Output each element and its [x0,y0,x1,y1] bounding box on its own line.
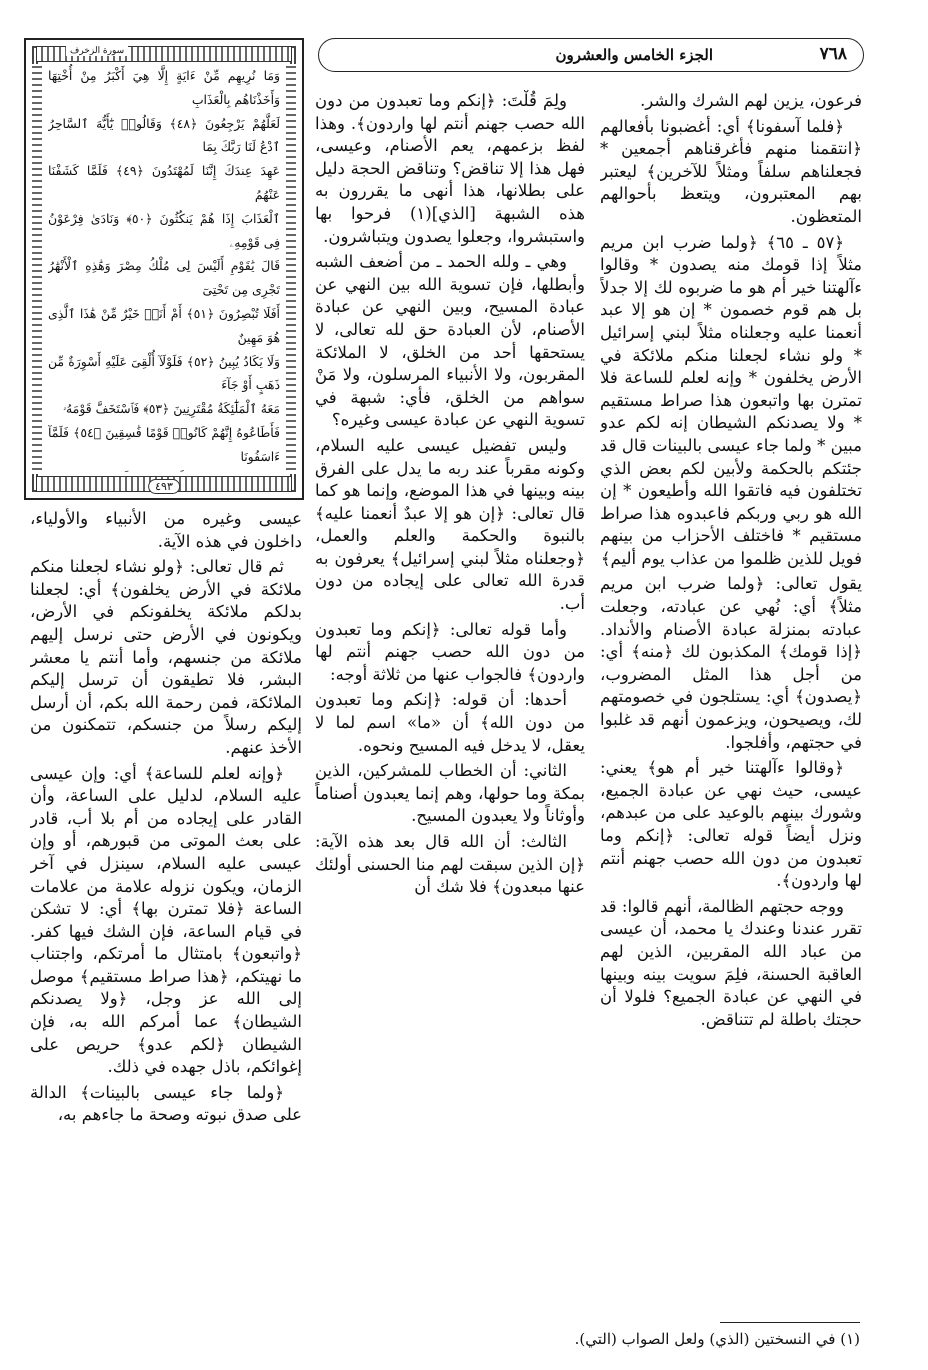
paragraph: ولِمَ قُلْتَ: ﴿إنكم وما تعبدون من دون الله حصب جهنم أنتم لها واردون﴾. وهذا لفظ بزعمهم، يعم الأصنام، وعيسى، فهل هذا إلا تناقض؟ وتناقض الحجة دليل على بطلانها، هذا أنهى ما يقررون به هذه الشبهة [الذي](١) فرحوا بها واستبشروا، وجعلوا يصدون ويتباشرون. [315,91,585,246]
mushaf-page-number: ٤٩٣ [148,479,180,494]
paragraph: ووجه حجتهم الظالمة، أنهم قالوا: قد تقرر عندنا وعندك يا محمد، أن عيسى من عباد الله المقربين، الذين لهم العاقبة الحسنة، فلِمَ سويت بينه وبينها في النهي عن عبادة الجميع؟ فلولا أن حجتك باطلة لم تتناقض. [600,896,862,1029]
verse-line: عَهِدَ عِندَكَ إِنَّنَا لَمُهْتَدُونَ ﴿٤٩﴾ فَلَمَّا كَشَفْنَا عَنْهُمُ [48,163,280,202]
paragraph: ﴿٥٧ ـ ٦٥﴾ ﴿ولما ضرب ابن مريم مثلاً إذا قومك منه يصدون * وقالوا ءآلهتنا خير أم هو ما ضربوه لك إلا جدلاً بل هم قوم خصمون * إن هو إلا عبد أنعمنا عليه وجعلناه مثلاً لبني إسرائيل * ولو نشاء لجعلنا منكم ملائكة في الأرض يخلفون * وإنه لعلم للساعة فلا تمترن بها واتبعون هذا صراط مستقيم * ولا يصدنكم الشيطان إنه لكم عدو مبين * ولما جاء عيسى بالبينات قال قد جئتكم بالحكمة ولأبين لكم بعض الذي تختلفون فيه فاتقوا الله وأطيعون * إن الله هو ربي وربكم فاعبدوه هذا صراط مستقيم * فاختلف الأحزاب من بينهم فويل للذين ظلموا من عذاب يوم أليم﴾ [600,232,862,568]
verse-line [48,469,280,472]
page-number: ٧٦٨ [819,44,847,64]
quran-verses [48,64,280,472]
verse-line: مَعَهُ ٱلْمَلَٰٓئِكَةُ مُقْتَرِنِينَ ﴿٥٣﴾ فَٱسْتَخَفَّ قَوْمَهُۥ [62,401,280,417]
paragraph: الثاني: أن الخطاب للمشركين، الذين بمكة وما حولها، وهم إنما يعبدون أصناماً وأوثاناً ولا يعبدون المسيح. [315,761,585,826]
footnote: (١) في النسختين (الذي) ولعل الصواب (التي). [574,1330,860,1348]
verse-line: وَلَا يَكَادُ يُبِينُ ﴿٥٢﴾ فَلَوْلَآ أُلْقِىَ عَلَيْهِ أَسْوِرَةٌ مِّن ذَهَبٍ أَوْ جَآءَ [48,353,280,393]
paragraph: يقول تعالى: ﴿ولما ضرب ابن مريم مثلاً﴾ أي: نُهي عن عبادته، وجعلت عبادته بمنزلة عبادة الأصنام والأنداد. ﴿إذا قومك﴾ المكذبون لك ﴿منه﴾ أي: من أجل هذا المثل المضروب، ﴿يصدون﴾ أي: يستلجون في خصومتهم لك، ويصيحون، ويزعمون أنهم قد غلبوا في حجتهم، وأفلجوا. [600,574,862,752]
paragraph: ﴿وقالوا ءآلهتنا خير أم هو﴾ يعني: عيسى، حيث نهي عن عبادة الجميع، وشورك بينهم بالوعيد على من عبدهم، ونزل أيضاً قوله تعالى: ﴿إنكم وما تعبدون من دون الله حصب جهنم أنتم لها واردون﴾. [600,758,862,891]
footnote-divider [720,1322,860,1323]
paragraph: أحدها: أن قوله: ﴿إنكم وما تعبدون من دون الله﴾ أن «ما» اسم لما لا يعقل، لا يدخل فيه المسيح ونحوه. [315,690,585,755]
ornament-band-right [286,64,296,474]
paragraph: عيسى وغيره من الأنبياء والأولياء، داخلون في هذه الآية. [30,509,302,551]
paragraph: وهي ـ ولله الحمد ـ من أضعف الشبه وأبطلها، فإن تسوية الله بين النهي عن عبادة المسيح، وبين النهي عن عبادة الأصنام، لأن العبادة حق لله تعالى، لا يستحقها أحد من الخلق، لا الملائكة المقربون، ولا الأنبياء المرسلون، ولا مَنْ سواهم من الخلق، فأي: شبهة في تسوية النهي عن عبادة عيسى وغيره؟ [315,252,585,430]
verse-line: وَمَا نُرِيهِم مِّنْ ءَايَةٍ إِلَّا هِيَ أَكْبَرُ مِنْ أُخْتِهَا وَأَخَذْنَاهُم بِالْعَذَابِ [48,68,280,107]
page-header [318,38,864,72]
verse-line: أَفَلَا تُبْصِرُونَ ﴿٥١﴾ أَمْ أَنَا۠ خَيْرٌ مِّنْ هَٰذَا ٱلَّذِى هُوَ مَهِينٌ [48,305,280,345]
text-column-left [30,508,302,1343]
juz-title: الجزء الخامس والعشرون [555,46,713,64]
quran-text-box [24,38,304,500]
verse-line: فَأَطَاعُوهُ إِنَّهُمْ كَانُوا۟ قَوْمًا فَٰسِقِينَ ﴿٥٤﴾ فَلَمَّآ ءَاسَفُونَا [48,424,280,464]
paragraph: ثم قال تعالى: ﴿ولو نشاء لجعلنا منكم ملائكة في الأرض يخلفون﴾ أي: لجعلنا بدلكم ملائكة يخلفونكم في الأرض، ويكونون في الأرض حتى نرسل إليهم ملائكة من جنسهم، وأما أنتم يا معشر البشر، فلا تطيقون أن ترسل إليكم الملائكة، فمن رحمة الله بكم، أن أرسل إليكم رسلاً من جنسكم، تتمكنون من الأخذ عنهم. [30,557,302,757]
paragraph: فرعون، يزين لهم الشرك والشر. [640,91,862,110]
paragraph: الثالث: أن الله قال بعد هذه الآية: ﴿إن الذين سبقت لهم منا الحسنى أولئك عنها مبعدون﴾ فلا شك أن [315,832,585,897]
paragraph: وأما قوله تعالى: ﴿إنكم وما تعبدون من دون الله حصب جهنم أنتم لها واردون﴾ فالجواب عنها من ثلاثة أوجه: [315,619,585,684]
text-column-right [600,90,862,1240]
surah-label: سورة الزخرف [66,46,128,56]
verse-line: ٱلْعَذَابَ إِذَا هُمْ يَنكُثُونَ ﴿٥٠﴾ وَنَادَىٰ فِرْعَوْنُ فِى قَوْمِهِۦ [48,210,280,250]
paragraph: ﴿ولما جاء عيسى بالبينات﴾ الدالة على صدق نبوته وصحة ما جاءهم به، [30,1082,302,1125]
verse-line: قَالَ يَٰقَوْمِ أَلَيْسَ لِى مُلْكُ مِصْرَ وَهَٰذِهِ ٱلْأَنْهَٰرُ تَجْرِى مِن تَحْتِىٓ [48,258,280,298]
paragraph: ﴿وإنه لعلم للساعة﴾ أي: وإن عيسى عليه السلام، لدليل على الساعة، وأن القادر على إيجاده من أم بلا أب، قادر على بعث الموتى من قبورهم، أو وإن عيسى عليه السلام، سينزل في آخر الزمان، ويكون نزوله علامة من علامات الساعة ﴿فلا تمترن بها﴾ أي: لا تشكن في قيام الساعة، فإن الشك فيها كفر. ﴿واتبعون﴾ بامتثال ما أمرتكم، واجتناب ما نهيتكم، ﴿هذا صراط مستقيم﴾ موصل إلى الله عز وجل، ﴿ولا يصدنكم الشيطان﴾ عما أمركم الله به، فإن الشيطان ﴿لكم عدو﴾ حريص على إغوائكم، باذل جهده في ذلك. [30,763,302,1077]
ornament-band-left [32,64,42,474]
verse-line: لَعَلَّهُمْ يَرْجِعُونَ ﴿٤٨﴾ وَقَالُوا۟ يَٰٓأَيُّهَ ٱلسَّاحِرُ ٱدْعُ لَنَا رَبَّكَ بِمَا [48,115,280,155]
text-column-middle [315,90,585,1240]
paragraph: وليس تفضيل عيسى عليه السلام، وكونه مقرباً عند ربه ما يدل على الفرق بينه وبينها في هذا الموضع، وإنما هو كما قال تعالى: ﴿إن هو إلا عبدٌ أنعمنا عليه﴾ بالنبوة والحكمة والعلم والعمل، ﴿وجعلناه مثلاً لبني إسرائيل﴾ يعرفون به قدرة الله تعالى على إيجاده من دون أب. [315,435,585,614]
paragraph: ﴿فلما آسفونا﴾ أي: أغضبونا بأفعالهم ﴿انتقمنا منهم فأغرقناهم أجمعين * فجعلناهم سلفاً ومثلاً للآخرين﴾ ليعتبر بهم المعتبرون، ويتعظ بأحوالهم المتعظون. [600,116,862,226]
